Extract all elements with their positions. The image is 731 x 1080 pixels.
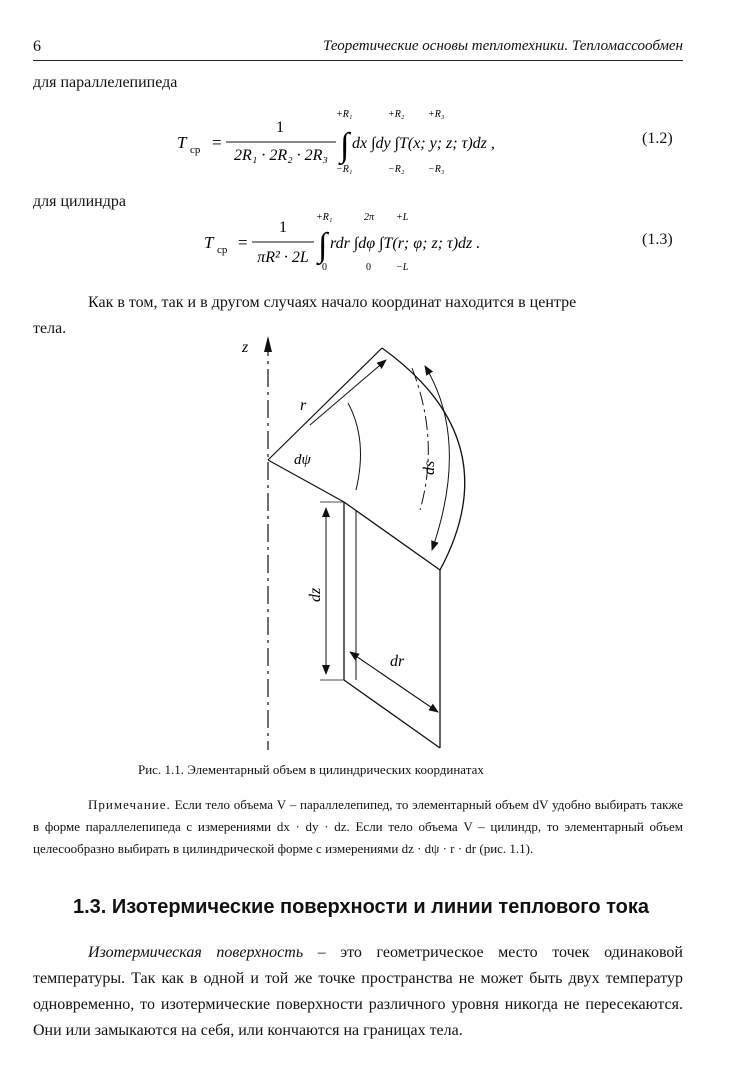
- svg-text:=: =: [212, 133, 222, 152]
- equation-number-1-2: (1.2): [642, 130, 673, 147]
- outer-arc: [382, 348, 465, 570]
- section-title: 1.3. Изотермические поверхности и линии теплового тока: [73, 896, 650, 918]
- equation-number-1-3: (1.3): [642, 231, 673, 248]
- paragraph: [33, 940, 683, 1044]
- header-rule: [33, 60, 683, 61]
- eq2-upper-1: +R₁: [316, 212, 333, 223]
- label-z: z: [242, 339, 249, 356]
- eq2-lower-2: 0: [366, 262, 371, 273]
- note-text: Если тело объема V – параллелепипед, то элементарный объем dV удобно выбирать также в форме параллелепипеда с измерениями dx · dy · dz. Если тело объема V – цилиндр, то элементарный объем целесообразно выбирать в цилиндрической форме с измерениями dz · dψ · r · dr (рис. 1.1).: [33, 797, 684, 856]
- label-ds: ds: [421, 460, 438, 475]
- eq1-denominator: 2R₁ · 2R₂ · 2R₃: [233, 147, 329, 164]
- z-axis-arrowhead: [264, 336, 272, 352]
- label-r: r: [300, 397, 307, 414]
- eq2-upper-3: +L: [396, 212, 409, 223]
- eq1-upper-3: +R₃: [428, 109, 445, 120]
- eq2-lhs-sub: ср: [217, 244, 228, 256]
- running-title: Теоретические основы теплотехники. Тепломассообмен: [323, 38, 683, 54]
- figure-1-1: [220, 330, 520, 750]
- eq1-lhs: T: [177, 133, 187, 152]
- origin-text-line-2: тела.: [33, 320, 67, 337]
- eq2-upper-2: 2π: [364, 212, 375, 223]
- bottom-edge: [344, 680, 440, 748]
- eq2-lower-3: −L: [396, 262, 409, 273]
- eq1-integrand: dx ∫dy ∫T(x; y; z; τ)dz ,: [352, 135, 495, 152]
- ds-arrow: [425, 366, 449, 550]
- eq2-integral-1: ∫: [318, 227, 328, 264]
- eq2-integrand: rdr ∫dφ ∫T(r; φ; z; τ)dz .: [330, 235, 481, 252]
- eq1-integral-1: ∫: [340, 127, 350, 164]
- equation-1-2: [160, 100, 600, 180]
- eq2-lower-1: 0: [322, 262, 327, 273]
- eq1-numerator: 1: [276, 119, 284, 136]
- top-inner-edge: [344, 502, 440, 570]
- eq1-lower-2: −R₂: [388, 164, 405, 175]
- eq1-lower-1: −R₁: [336, 164, 353, 175]
- page-number: 6: [33, 38, 41, 55]
- r-arrow: [310, 360, 386, 425]
- figure-caption: Рис. 1.1. Элементарный объем в цилиндрических координатах: [138, 762, 484, 777]
- radius-upper: [268, 348, 382, 460]
- paragraph-text: – это геометрическое место точек одинаковой температуры. Так как в одной и той же точке пространства не может быть двух температур одновременно, то изотермические поверхности различного уровня никогда не пересекаются. Они или замыкаются на себя, или кончаются на границах тела.: [33, 944, 683, 1039]
- paragraph-term: Изотермическая поверхность: [88, 944, 304, 961]
- label-dpsi: dψ: [294, 452, 311, 468]
- label-parallelepiped: для параллелепипеда: [33, 74, 178, 91]
- eq1-upper-1: +R₁: [336, 109, 353, 120]
- eq2-lhs: T: [204, 233, 214, 252]
- label-dr: dr: [390, 653, 405, 670]
- eq1-upper-2: +R₂: [388, 109, 405, 120]
- eq1-lower-3: −R₃: [428, 164, 445, 175]
- origin-text-line-1: Как в том, так и в другом случаях начало координат находится в центре: [88, 294, 577, 311]
- note-lead: Примечание.: [88, 797, 171, 812]
- eq2-numerator: 1: [279, 219, 287, 236]
- equation-1-3: [190, 210, 590, 280]
- label-cylinder: для цилиндра: [33, 193, 126, 210]
- dpsi-arc: [348, 403, 361, 490]
- note-block: [33, 794, 683, 860]
- middle-arc: [412, 368, 428, 510]
- eq2-denominator: πR² · 2L: [257, 249, 309, 266]
- svg-text:=: =: [238, 233, 248, 252]
- eq1-lhs-sub: ср: [190, 144, 201, 156]
- label-dz: dz: [307, 587, 324, 602]
